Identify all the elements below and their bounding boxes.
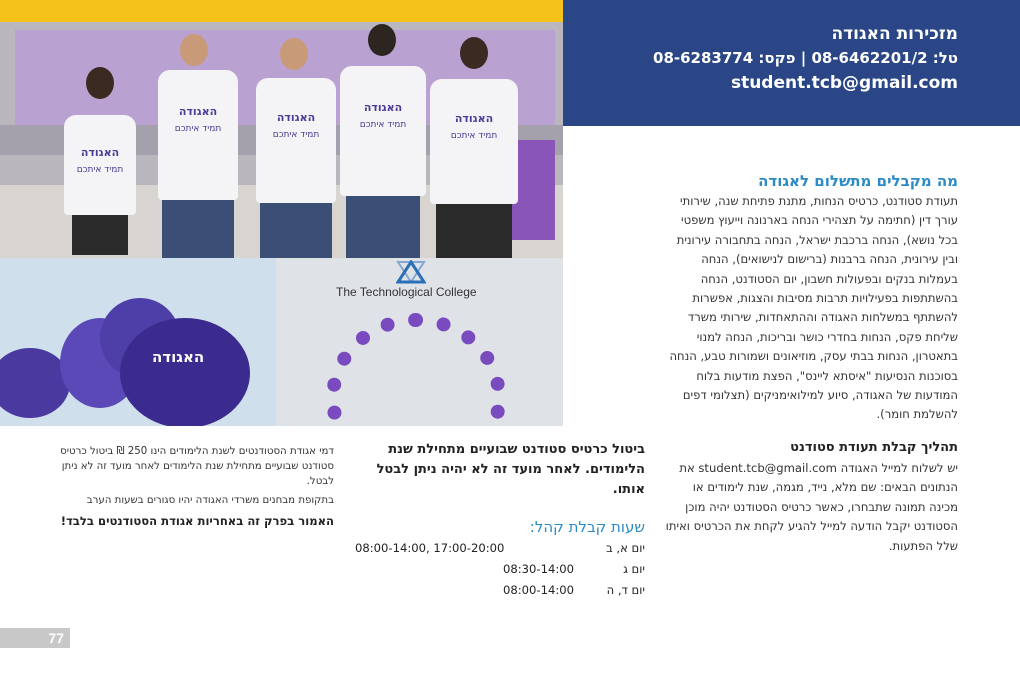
page-number: 77 [0,628,70,648]
benefits-section [665,170,958,556]
benefits-text: תעודת סטודנט, כרטיס הנחות, מתנת פתיחת שנה, שירותי עורך דין (חתימה על תצהירי הנחה בארנונה וייעוץ משפטי בכל נושא), הנחה ברכבת ישראל, הנחה בתחבורה עירונית ובין עירונית, הנחה ברבנות (ברישום לנישואים), הנחה בעמלות בנקים ובפעולות חשבון, יום הסטודנט, הנחה בהשתתפות בפעילויות תרבות מסיבות והצגות, אפשרות להשתתף במשלחות האגודה וההתאחדות, שירותי משרד שליחת פקס, הנחות בחדרי כושר ובריכות, הנחה למנוי בתאטרון, הנחות בבתי עסק, מוזיאונים ושמורות טבע, הנחה בסוכנות הנסיעות "איסתא ליינס", הפצת מודעות בלוח המודעות של האגודה, סיוע למילואימניקים (תצלומי דפים להשלמת חומר). [669,194,958,422]
hours-row [355,538,645,559]
shirt-brand: האגודה [454,112,494,125]
student-figure [252,38,340,258]
hours-title: שעות קבלת קהל: [529,518,645,536]
hours-time: 08:30-14:00 [503,562,575,576]
shirt-slogan: תמיד איתכם [272,130,320,140]
fee-text: דמי אגודת הסטודנטים לשנת הלימודים הינו 250 ₪ ביטול כרטיס סטודנט שבועיים מתחילת שנת הלימודים לאחר מועד זה לא ניתן לבטל. [60,446,334,487]
shirt-slogan: תמיד איתכם [450,131,498,141]
students-photo [0,0,563,258]
hours-time: 08:00-14:00 [503,583,575,597]
shirt-brand: האגודה [276,111,316,124]
hours-row [355,559,645,580]
hours-days: יום ג [623,562,645,576]
cancellation-text: ביטול כרטיס סטודנט שבועיים מתחילת שנת הלימודים. לאחר מועד זה לא יהיה ניתן לבטל אותו. [376,442,645,497]
shirt-slogan: תמיד איתכם [359,120,407,130]
hours-days: יום ד, ה [606,583,645,597]
yellow-band [0,0,563,22]
student-figure [424,35,524,258]
college-sign: The Technological College [336,285,477,299]
shirt-slogan: תמיד איתכם [76,165,124,175]
header-email[interactable]: student.tcb@gmail.com [730,73,958,93]
college-entrance-photo [276,258,563,426]
hours-time: 08:00-14:00, 17:00-20:00 [355,541,505,555]
hours-row [355,580,645,601]
balloon-label: האגודה [152,348,205,366]
balloon [120,318,250,426]
benefits-heading: מה מקבלים מתשלום לאגודה [758,172,958,190]
shirt-brand: האגודה [363,101,403,114]
card-process-heading: תהליך קבלת תעודת סטודנט [790,439,958,455]
shirt-slogan: תמיד איתכם [174,124,222,134]
cancellation-hours-section [355,440,645,601]
student-figure [150,30,245,258]
shirt-brand: האגודה [80,146,120,159]
phone-fax-line: טל: 08-6462201/2 | פקס: 08-6283774 [653,49,958,67]
photo-collage [0,0,563,426]
header-title: מזכירות האגודה [831,24,958,44]
contact-header [563,0,1020,126]
student-figure [336,22,430,258]
fees-section [50,444,334,530]
student-figure [50,55,150,255]
card-process-text: יש לשלוח למייל האגודה student.tcb@gmail.com את הנתונים הבאים: שם מלא, נייד, מגמה, שנת לימודים או מכינה תמונה שתבחרו, כאשר כרטיס הסטודנט יהיה מוכן הסטודנט יקבל הודעה למייל להגיע לקחת את הכרטיס ואיתו שלל הפתעות. [665,460,958,553]
hours-days: יום א, ב [606,541,645,555]
college-logo-icon [396,260,426,284]
balloon-arch [326,313,506,426]
disclaimer-text: האמור בפרק זה באחריות אגודת הסטודנטים בלבד! [60,514,334,528]
shirt-brand: האגודה [178,105,218,118]
balloons-photo [0,258,276,426]
exam-period-text: בתקופת מבחנים משרדי האגודה יהיו סגורים בשעות הערב [86,495,334,506]
